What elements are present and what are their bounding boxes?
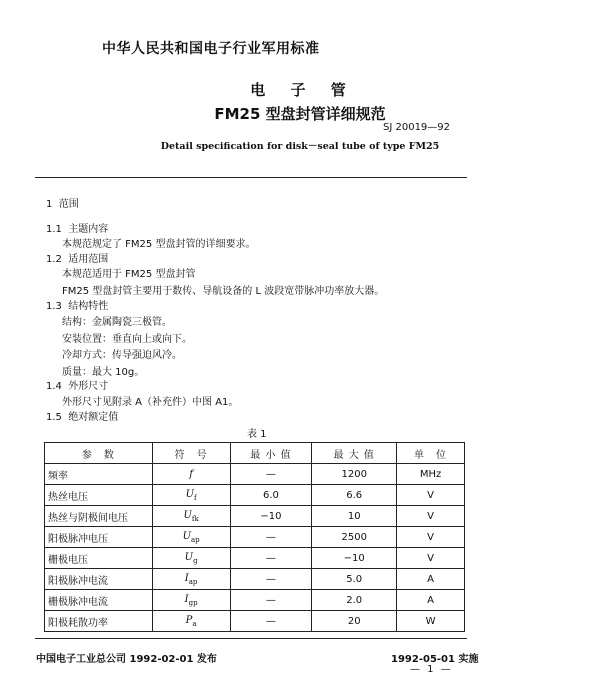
section-1-1 [46,223,108,237]
section-heading: 适用范围 [68,254,109,265]
max-value-cell: 20 [312,611,397,632]
paragraph: 质量：最大 10g。 [62,367,145,378]
unit-cell: A [397,590,465,611]
max-value-cell: 5.0 [312,569,397,590]
section-number: 1.1 [46,224,62,235]
table-row [45,485,465,506]
max-value-cell: 2.0 [312,590,397,611]
column-header: 参 数 [45,443,153,464]
section-heading: 绝对额定值 [68,412,119,423]
table-header-row [45,443,465,464]
column-header: 单 位 [397,443,465,464]
section-number: 1.3 [46,301,62,312]
issuing-organization: 中华人民共和国电子行业军用标准 [102,41,320,57]
table-row [45,569,465,590]
table-row [45,611,465,632]
min-value-cell: — [230,590,312,611]
section-number: 1 [46,199,53,210]
max-value-cell: 1200 [312,464,397,485]
max-value-cell: 10 [312,506,397,527]
standard-code: SJ 20019—92 [383,122,451,133]
column-header: 符 号 [152,443,230,464]
paragraph: 结构：金属陶瓷三极管。 [62,317,172,328]
parameter-cell: 阳极脉冲电流 [45,569,153,590]
section-number: 1.4 [46,381,62,392]
table-row [45,590,465,611]
min-value-cell: 6.0 [230,485,312,506]
table-row [45,464,465,485]
paragraph: 本规范适用于 FM25 型盘封管 [62,269,196,280]
paragraph: FM25 型盘封管主要用于数传、导航设备的 L 波段宽带脉冲功率放大器。 [62,286,385,297]
section-heading: 范围 [58,199,79,210]
symbol-cell: $I_{ap}$ [152,569,230,590]
section-heading: 外形尺寸 [68,381,109,392]
symbol-cell: $U_f$ [152,485,230,506]
unit-cell: V [397,485,465,506]
min-value-cell: — [230,548,312,569]
parameter-cell: 阳极脉冲电压 [45,527,153,548]
unit-cell: V [397,506,465,527]
unit-cell: MHz [397,464,465,485]
table-row [45,506,465,527]
parameter-cell: 热丝电压 [45,485,153,506]
min-value-cell: −10 [230,506,312,527]
paragraph: 冷却方式：传导强迫风冷。 [62,350,182,361]
symbol-cell: f [152,464,230,485]
unit-cell: W [397,611,465,632]
unit-cell: V [397,527,465,548]
symbol-cell: $P_a$ [152,611,230,632]
paragraph: 外形尺寸见附录 A（补充件）中图 A1。 [62,397,239,408]
table-row [45,527,465,548]
unit-cell: A [397,569,465,590]
symbol-cell: $U_{fk}$ [152,506,230,527]
section-number: 1.5 [46,412,62,423]
column-header: 最 大 值 [312,443,397,464]
symbol-cell: $I_{gp}$ [152,590,230,611]
parameter-cell: 频率 [45,464,153,485]
rating-table [44,442,465,632]
parameter-cell: 栅极脉冲电流 [45,590,153,611]
section-1-2 [46,253,108,267]
document-title-category: 电 子 管 [250,81,356,99]
min-value-cell: — [230,569,312,590]
parameter-cell: 热丝与阴极间电压 [45,506,153,527]
table-row [45,548,465,569]
english-title: Detail specification for disk－seal tube of type FM25 [160,141,440,152]
column-header: 最 小 值 [230,443,312,464]
max-value-cell: 2500 [312,527,397,548]
unit-cell: V [397,548,465,569]
header-divider [35,177,467,178]
parameter-cell: 栅极电压 [45,548,153,569]
section-1 [46,198,79,212]
issue-statement: 中国电子工业总公司 1992-02-01 发布 [36,654,217,665]
paragraph: 安装位置：垂直向上或向下。 [62,334,192,345]
min-value-cell: — [230,527,312,548]
min-value-cell: — [230,611,312,632]
implementation-date: 1992-05-01 实施 [391,654,479,665]
section-heading: 结构特性 [68,301,109,312]
section-1-5 [46,411,118,425]
paragraph: 本规范规定了 FM25 型盘封管的详细要求。 [62,239,256,250]
symbol-cell: $U_{ap}$ [152,527,230,548]
table-caption: 表 1 [247,429,267,440]
parameter-cell: 阳极耗散功率 [45,611,153,632]
max-value-cell: −10 [312,548,397,569]
section-1-3 [46,300,108,314]
symbol-cell: $U_g$ [152,548,230,569]
footer-divider [35,638,467,639]
min-value-cell: — [230,464,312,485]
max-value-cell: 6.6 [312,485,397,506]
page-number: — 1 — [410,664,453,675]
section-number: 1.2 [46,254,62,265]
section-1-4 [46,380,108,394]
section-heading: 主题内容 [68,224,109,235]
document-title: FM25 型盘封管详细规范 [214,105,386,123]
